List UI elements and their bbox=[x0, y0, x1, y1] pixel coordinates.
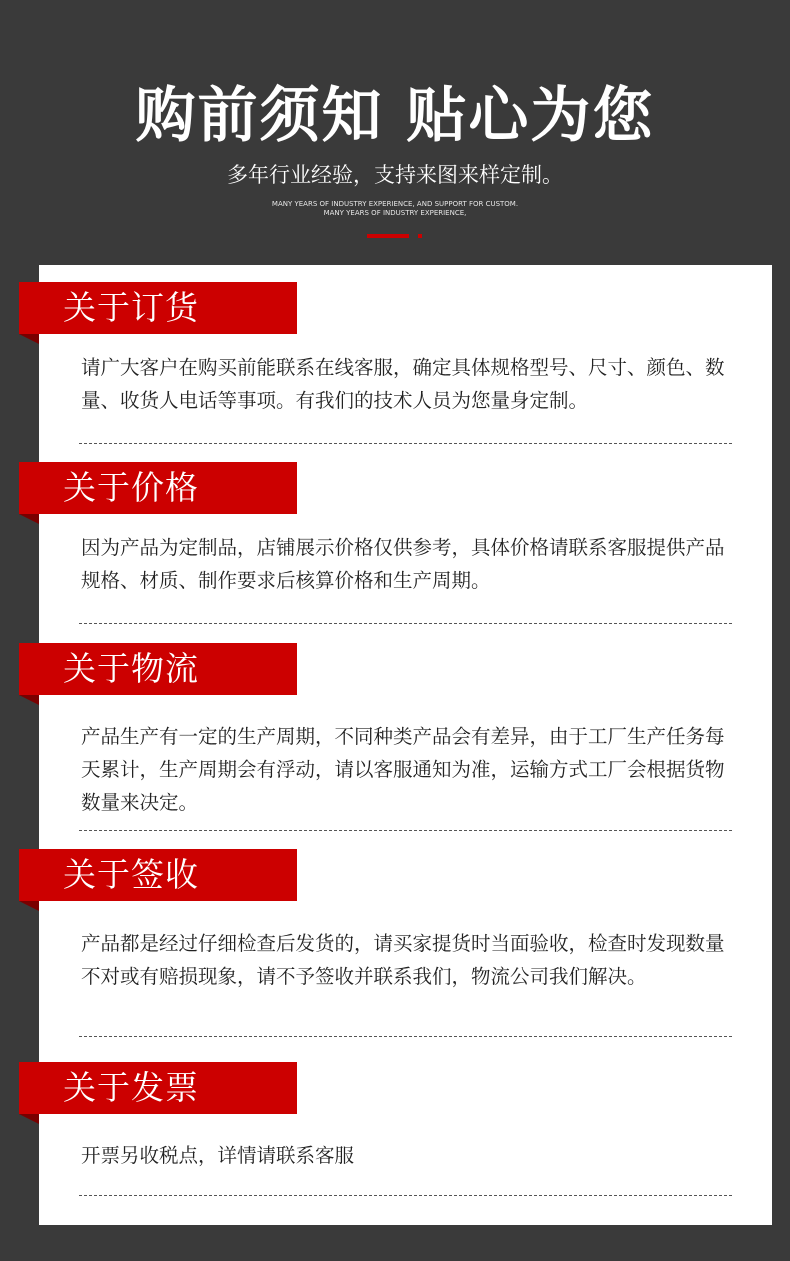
accent-bar bbox=[367, 234, 409, 238]
section-text: 请广大客户在购买前能联系在线客服，确定具体规格型号、尺寸、颜色、数量、收货人电话等事项。有我们的技术人员为您量身定制。 bbox=[81, 356, 725, 412]
tag-fold bbox=[19, 901, 39, 911]
notice-card bbox=[39, 265, 772, 1225]
tag-fold bbox=[19, 334, 39, 344]
section-tag bbox=[19, 282, 297, 334]
section-text: 开票另收税点，详情请联系客服 bbox=[81, 1144, 355, 1167]
section-title: 关于物流 bbox=[63, 649, 199, 688]
english-tagline-2: MANY YEARS OF INDUSTRY EXPERIENCE, bbox=[323, 209, 467, 217]
section-title: 关于订货 bbox=[63, 288, 199, 327]
dashed-divider bbox=[79, 443, 732, 444]
header-banner bbox=[0, 0, 790, 265]
dashed-divider bbox=[79, 830, 732, 831]
section-tag bbox=[19, 849, 297, 901]
dashed-divider bbox=[79, 1195, 732, 1196]
tag-fold bbox=[19, 1114, 39, 1124]
section-text: 产品都是经过仔细检查后发货的，请买家提货时当面验收，检查时发现数量不对或有赔损现象，请不予签收并联系我们，物流公司我们解决。 bbox=[81, 932, 725, 988]
section-title: 关于签收 bbox=[63, 855, 199, 894]
tag-fold bbox=[19, 514, 39, 524]
section-tag bbox=[19, 643, 297, 695]
dashed-divider bbox=[79, 623, 732, 624]
page-subtitle: 多年行业经验，支持来图来样定制。 bbox=[227, 163, 563, 187]
section-text: 因为产品为定制品，店铺展示价格仅供参考，具体价格请联系客服提供产品规格、材质、制作要求后核算价格和生产周期。 bbox=[81, 536, 725, 592]
section-text: 产品生产有一定的生产周期，不同种类产品会有差异，由于工厂生产任务每天累计，生产周期会有浮动，请以客服通知为准，运输方式工厂会根据货物数量来决定。 bbox=[81, 725, 725, 814]
section-title: 关于发票 bbox=[63, 1068, 199, 1107]
section-title: 关于价格 bbox=[63, 468, 199, 507]
english-tagline-1: MANY YEARS OF INDUSTRY EXPERIENCE, AND SUPPORT FOR CUSTOM. bbox=[271, 200, 519, 208]
section-tag bbox=[19, 462, 297, 514]
page-title: 购前须知 贴心为您 bbox=[135, 81, 655, 151]
section-tag bbox=[19, 1062, 297, 1114]
accent-dot bbox=[418, 234, 422, 238]
dashed-divider bbox=[79, 1036, 732, 1037]
tag-fold bbox=[19, 695, 39, 705]
